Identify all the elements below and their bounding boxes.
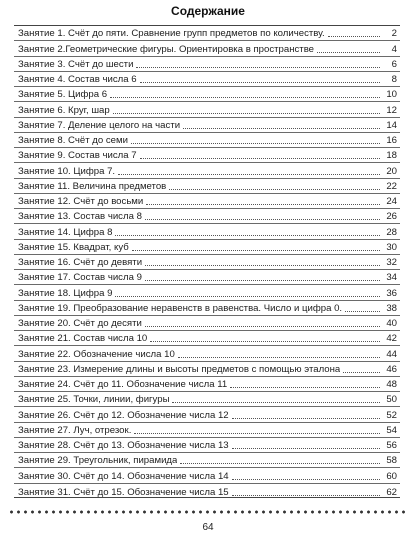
toc-leader-dots	[134, 433, 380, 434]
toc-entry-title: Занятие 8. Счёт до семи	[18, 135, 128, 146]
toc-entry-page: 48	[386, 379, 397, 390]
toc-leader-dots	[183, 128, 380, 129]
toc-leader-dots	[230, 387, 380, 388]
toc-entry-page: 60	[386, 470, 397, 482]
toc-entry-title: Занятие 1. Счёт до пяти. Сравнение групп предметов по количеству.	[18, 28, 325, 40]
toc-entry	[14, 179, 400, 194]
toc-entry-page: 54	[386, 424, 397, 436]
toc-entry-page: 26	[386, 211, 397, 223]
toc-entry	[14, 423, 400, 438]
toc-leader-dots	[232, 418, 380, 419]
toc-entry-page: 12	[386, 104, 397, 116]
toc-leader-dots	[150, 341, 380, 342]
toc-entry-title: Занятие 30. Счёт до 14. Обозначение числа 14	[18, 470, 229, 482]
toc-entry-page: 18	[386, 150, 397, 162]
toc-entry-page: 20	[386, 165, 397, 177]
toc-entry	[14, 41, 400, 56]
toc-entry	[14, 87, 400, 102]
toc-entry	[14, 468, 400, 483]
toc-leader-dots	[132, 250, 380, 251]
toc-entry-title: Занятие 22. Обозначение числа 10	[18, 348, 175, 360]
toc-entry-title: Занятие 16. Счёт до девяти	[18, 257, 143, 268]
page-title: Содержание	[171, 4, 245, 18]
toc-leader-dots	[317, 52, 380, 53]
toc-leader-dots	[140, 158, 380, 159]
toc-entry-page: 46	[386, 363, 397, 375]
toc-entry-page: 4	[391, 43, 397, 55]
toc-leader-dots	[343, 372, 380, 373]
toc-entry-title: Занятие 17. Состав числа 9	[18, 272, 142, 284]
toc-entry-title: Занятие 4. Состав числа 6	[18, 74, 137, 85]
toc-leader-dots	[146, 204, 380, 205]
toc-entry	[14, 133, 400, 148]
toc-entry	[14, 438, 400, 453]
toc-leader-dots	[145, 326, 380, 327]
toc-leader-dots	[140, 82, 380, 83]
toc-entry-title: Занятие 27. Луч, отрезок.	[18, 424, 132, 436]
toc-entry-title: Занятие 5. Цифра 6	[18, 89, 108, 101]
toc-leader-dots	[328, 36, 380, 37]
toc-entry-page: 40	[386, 318, 397, 329]
toc-entry-page: 2	[391, 28, 397, 40]
toc-leader-dots	[118, 174, 380, 175]
toc-entry	[14, 346, 400, 361]
toc-entry	[14, 209, 400, 224]
toc-entry-page: 50	[386, 394, 397, 406]
toc-entry	[14, 194, 400, 209]
toc-leader-dots	[115, 296, 380, 297]
toc-entry-page: 62	[386, 486, 397, 498]
toc-entry	[14, 118, 400, 133]
toc-entry-title: Занятие 11. Величина предметов	[18, 180, 167, 192]
toc-entry	[14, 270, 400, 285]
toc-entry	[14, 26, 400, 41]
toc-leader-dots	[145, 280, 380, 281]
toc-entry-page: 36	[386, 287, 397, 299]
toc-entry-page: 8	[391, 74, 397, 85]
toc-entry	[14, 57, 400, 72]
toc-entry	[14, 72, 400, 87]
toc-entry-page: 30	[386, 241, 397, 253]
toc-entry-title: Занятие 25. Точки, линии, фигуры	[18, 394, 170, 406]
toc-entry-page: 10	[386, 89, 397, 101]
toc-entry	[14, 453, 400, 468]
toc-entry-title: Занятие 20. Счёт до десяти	[18, 318, 142, 329]
toc-entry	[14, 163, 400, 178]
toc-entry-page: 52	[386, 409, 397, 421]
toc-entry-title: Занятие 12. Счёт до восьми	[18, 196, 144, 207]
toc-entry-title: Занятие 19. Преобразование неравенств в равенства. Число и цифра 0.	[18, 302, 343, 314]
toc-entry	[14, 392, 400, 407]
toc-entry	[14, 331, 400, 346]
toc-entry-title: Занятие 13. Состав числа 8	[18, 211, 142, 223]
toc-leader-dots	[145, 265, 380, 266]
toc-leader-dots	[178, 357, 380, 358]
table-of-contents	[14, 25, 400, 498]
toc-entry-title: Занятие 3. Счёт до шести	[18, 58, 134, 70]
toc-leader-dots	[345, 311, 380, 312]
toc-entry	[14, 224, 400, 239]
toc-entry	[14, 102, 400, 117]
toc-entry-page: 14	[386, 119, 397, 131]
toc-entry-page: 6	[391, 58, 397, 70]
toc-entry-title: Занятие 26. Счёт до 12. Обозначение числа 12	[18, 409, 229, 421]
toc-leader-dots	[232, 448, 380, 449]
toc-entry-title: Занятие 15. Квадрат, куб	[18, 241, 129, 253]
toc-leader-dots	[136, 67, 380, 68]
toc-leader-dots	[172, 402, 380, 403]
toc-leader-dots	[113, 113, 380, 114]
toc-entry-page: 28	[386, 226, 397, 238]
toc-entry-title: Занятие 2.Геометрические фигуры. Ориентировка в пространстве	[18, 43, 315, 55]
page-number: 64	[202, 522, 214, 533]
toc-leader-dots	[110, 97, 380, 98]
toc-entry-title: Занятие 6. Круг, шар	[18, 104, 110, 116]
toc-entry	[14, 148, 400, 163]
toc-entry-page: 32	[386, 257, 397, 268]
toc-leader-dots	[131, 143, 380, 144]
footer-dotted-divider	[8, 510, 408, 514]
toc-entry-title: Занятие 14. Цифра 8	[18, 226, 113, 238]
toc-entry-page: 38	[386, 302, 397, 314]
toc-leader-dots	[232, 495, 380, 496]
toc-leader-dots	[115, 235, 380, 236]
toc-entry-page: 22	[386, 180, 397, 192]
toc-entry-title: Занятие 29. Треугольник, пирамида	[18, 455, 178, 467]
toc-entry-page: 44	[386, 348, 397, 360]
toc-entry-title: Занятие 10. Цифра 7.	[18, 165, 116, 177]
toc-leader-dots	[232, 479, 380, 480]
toc-entry-title: Занятие 7. Деление целого на части	[18, 119, 181, 131]
toc-leader-dots	[169, 189, 380, 190]
toc-entry	[14, 316, 400, 331]
toc-entry	[14, 301, 400, 316]
toc-entry-title: Занятие 28. Счёт до 13. Обозначение числа 13	[18, 440, 229, 451]
toc-leader-dots	[180, 463, 380, 464]
toc-entry-title: Занятие 31. Счёт до 15. Обозначение числа 15	[18, 486, 229, 498]
toc-entry	[14, 240, 400, 255]
toc-entry	[14, 255, 400, 270]
toc-entry-title: Занятие 21. Состав числа 10	[18, 333, 148, 345]
toc-entry-page: 42	[386, 333, 397, 345]
toc-entry-title: Занятие 24. Счёт до 11. Обозначение числа 11	[18, 379, 228, 390]
toc-entry-title: Занятие 18. Цифра 9	[18, 287, 113, 299]
toc-entry-page: 56	[386, 440, 397, 451]
toc-leader-dots	[145, 219, 380, 220]
toc-entry	[14, 362, 400, 377]
toc-entry-title: Занятие 9. Состав числа 7	[18, 150, 137, 162]
toc-entry	[14, 407, 400, 422]
toc-entry-page: 34	[386, 272, 397, 284]
toc-entry-page: 16	[386, 135, 397, 146]
toc-entry	[14, 285, 400, 300]
toc-entry-title: Занятие 23. Измерение длины и высоты предметов с помощью эталона	[18, 363, 341, 375]
toc-entry	[14, 484, 400, 499]
toc-entry	[14, 377, 400, 392]
toc-entry-page: 24	[386, 196, 397, 207]
toc-entry-page: 58	[386, 455, 397, 467]
